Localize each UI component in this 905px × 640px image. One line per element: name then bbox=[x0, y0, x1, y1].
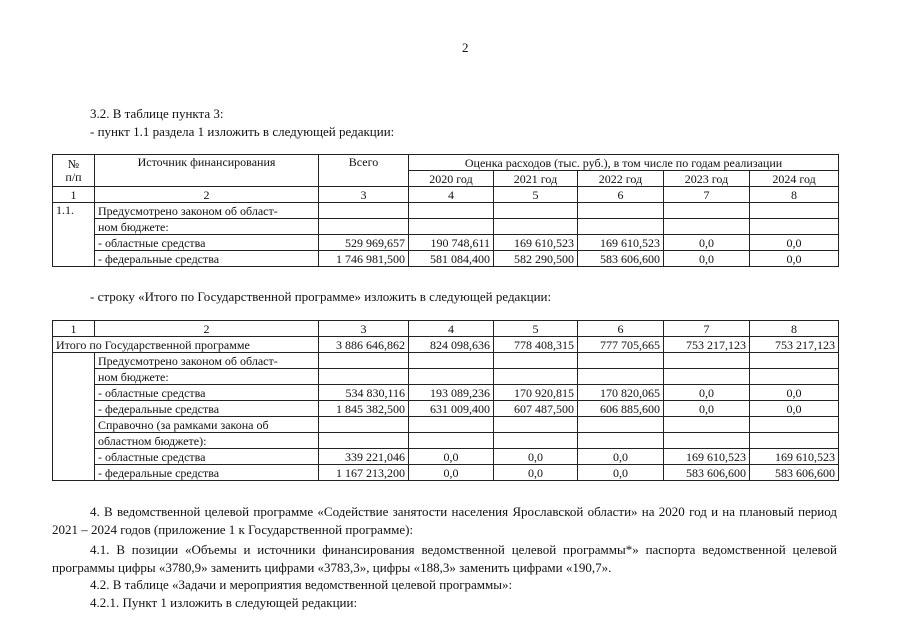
value-cell: 3 886 646,862 bbox=[319, 337, 409, 353]
index-cell: 6 bbox=[578, 321, 664, 337]
value-cell: 583 606,600 bbox=[664, 465, 750, 481]
value-cell: 169 610,523 bbox=[750, 449, 839, 465]
value-cell: 190 748,611 bbox=[409, 235, 494, 251]
value-cell: 0,0 bbox=[494, 465, 578, 481]
header-year: 2020 год bbox=[409, 171, 494, 187]
intro-line-2: - пункт 1.1 раздела 1 изложить в следующей редакции: bbox=[90, 124, 395, 139]
header-year: 2022 год bbox=[578, 171, 664, 187]
value-cell: 0,0 bbox=[664, 385, 750, 401]
row-label: - областные средства bbox=[95, 385, 319, 401]
value-cell: 583 606,600 bbox=[578, 251, 664, 267]
value-cell: 0,0 bbox=[578, 465, 664, 481]
value-cell: 170 820,065 bbox=[578, 385, 664, 401]
header-year: 2021 год bbox=[494, 171, 578, 187]
row-label: - федеральные средства bbox=[95, 465, 319, 481]
intro-line-1: 3.2. В таблице пункта 3: bbox=[90, 106, 224, 121]
total-row bbox=[53, 337, 839, 353]
index-cell: 8 bbox=[750, 321, 839, 337]
value-cell: 169 610,523 bbox=[664, 449, 750, 465]
value-cell: 0,0 bbox=[494, 449, 578, 465]
value-cell: 0,0 bbox=[750, 235, 839, 251]
header-total: Всего bbox=[319, 155, 409, 187]
value-cell: 1 845 382,500 bbox=[319, 401, 409, 417]
value-cell: 339 221,046 bbox=[319, 449, 409, 465]
index-row bbox=[53, 321, 839, 337]
table-1 bbox=[52, 154, 839, 267]
value-cell: 534 830,116 bbox=[319, 385, 409, 401]
value-cell: 1 167 213,200 bbox=[319, 465, 409, 481]
paragraph-4-2: 4.2. В таблице «Задачи и мероприятия ведомственной целевой программы»: bbox=[90, 577, 513, 592]
value-cell: 631 009,400 bbox=[409, 401, 494, 417]
paragraph-4-1: 4.1. В позиции «Объемы и источники финансирования ведомственной целевой программы*» паспорта ведомственной целевой программы цифры «3780,9» заменить цифрами «3783,3», цифры «188,3» заменить цифрами «190,7». bbox=[52, 542, 837, 575]
index-row bbox=[53, 187, 839, 203]
row-label: - областные средства bbox=[95, 235, 319, 251]
page-number: 2 bbox=[462, 40, 469, 55]
index-cell: 5 bbox=[494, 321, 578, 337]
table-row bbox=[53, 401, 839, 417]
value-cell: 0,0 bbox=[578, 449, 664, 465]
row-label: - федеральные средства bbox=[95, 251, 319, 267]
header-source: Источник финансирования bbox=[95, 155, 319, 187]
block2-label-2: областном бюджете): bbox=[95, 433, 319, 449]
value-cell: 777 705,665 bbox=[578, 337, 664, 353]
index-cell: 1 bbox=[53, 187, 95, 203]
index-cell: 2 bbox=[95, 187, 319, 203]
value-cell: 753 217,123 bbox=[664, 337, 750, 353]
table-row bbox=[53, 235, 839, 251]
value-cell: 606 885,600 bbox=[578, 401, 664, 417]
value-cell: 0,0 bbox=[664, 401, 750, 417]
table-row bbox=[53, 465, 839, 481]
header-year: 2024 год bbox=[750, 171, 839, 187]
index-cell: 4 bbox=[409, 321, 494, 337]
block2-label-1: Справочно (за рамками закона об bbox=[95, 417, 319, 433]
index-cell: 7 bbox=[664, 321, 750, 337]
value-cell: 0,0 bbox=[409, 465, 494, 481]
empty-num-cell bbox=[53, 353, 95, 481]
value-cell: 778 408,315 bbox=[494, 337, 578, 353]
header-num: № п/п bbox=[53, 155, 95, 187]
value-cell: 753 217,123 bbox=[750, 337, 839, 353]
value-cell: 529 969,657 bbox=[319, 235, 409, 251]
index-cell: 5 bbox=[494, 187, 578, 203]
index-cell: 4 bbox=[409, 187, 494, 203]
value-cell: 0,0 bbox=[664, 235, 750, 251]
table-2 bbox=[52, 320, 839, 481]
header-estimate: Оценка расходов (тыс. руб.), в том числе по годам реализации bbox=[409, 155, 839, 171]
block1-label-2: ном бюджете: bbox=[95, 369, 319, 385]
total-label: Итого по Государственной программе bbox=[53, 337, 319, 353]
paragraph-4-2-1: 4.2.1. Пункт 1 изложить в следующей редакции: bbox=[90, 595, 358, 610]
section-label-1: Предусмотрено законом об област- bbox=[95, 203, 319, 219]
value-cell: 169 610,523 bbox=[578, 235, 664, 251]
value-cell: 1 746 981,500 bbox=[319, 251, 409, 267]
value-cell: 607 487,500 bbox=[494, 401, 578, 417]
index-cell: 1 bbox=[53, 321, 95, 337]
value-cell: 170 920,815 bbox=[494, 385, 578, 401]
between-text: - строку «Итого по Государственной программе» изложить в следующей редакции: bbox=[90, 289, 552, 304]
table-row bbox=[53, 449, 839, 465]
index-cell: 3 bbox=[319, 187, 409, 203]
index-cell: 6 bbox=[578, 187, 664, 203]
index-cell: 7 bbox=[664, 187, 750, 203]
section-num: 1.1. bbox=[53, 203, 95, 267]
value-cell: 583 606,600 bbox=[750, 465, 839, 481]
block1-label-1: Предусмотрено законом об област- bbox=[95, 353, 319, 369]
value-cell: 169 610,523 bbox=[494, 235, 578, 251]
value-cell: 824 098,636 bbox=[409, 337, 494, 353]
value-cell: 0,0 bbox=[750, 401, 839, 417]
value-cell: 0,0 bbox=[750, 251, 839, 267]
value-cell: 0,0 bbox=[409, 449, 494, 465]
row-label: - федеральные средства bbox=[95, 401, 319, 417]
index-cell: 2 bbox=[95, 321, 319, 337]
header-year: 2023 год bbox=[664, 171, 750, 187]
table-row bbox=[53, 385, 839, 401]
value-cell: 193 089,236 bbox=[409, 385, 494, 401]
table-row bbox=[53, 251, 839, 267]
value-cell: 0,0 bbox=[664, 251, 750, 267]
index-cell: 3 bbox=[319, 321, 409, 337]
paragraph-4: 4. В ведомственной целевой программе «Содействие занятости населения Ярославской области» на 2020 год и на плановый период 2021 – 2024 годов (приложение 1 к Государственной программе): bbox=[52, 504, 837, 537]
section-label-2: ном бюджете: bbox=[95, 219, 319, 235]
index-cell: 8 bbox=[750, 187, 839, 203]
value-cell: 582 290,500 bbox=[494, 251, 578, 267]
value-cell: 0,0 bbox=[750, 385, 839, 401]
value-cell: 581 084,400 bbox=[409, 251, 494, 267]
row-label: - областные средства bbox=[95, 449, 319, 465]
